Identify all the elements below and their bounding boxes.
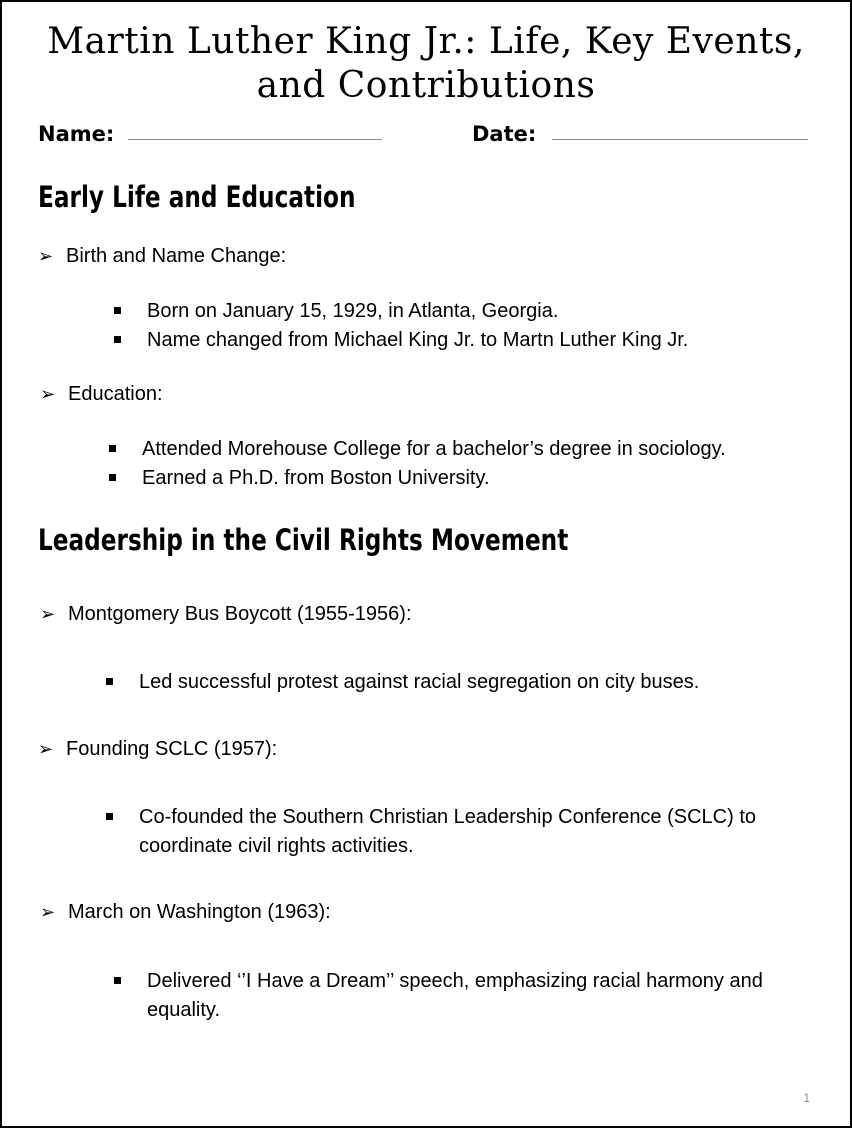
arrow-bullet-icon: ➢ [38, 246, 54, 266]
arrow-bullet-icon: ➢ [40, 902, 56, 922]
arrow-bullet-icon: ➢ [40, 604, 56, 624]
section-heading-leadership: Leadership in the Civil Rights Movement [38, 523, 569, 557]
section-heading-early-life: Early Life and Education [38, 180, 356, 214]
list-item: Delivered ‘’I Have a Dream’’ speech, emphasizing racial harmony and equality. [114, 967, 826, 1025]
list-item: Co-founded the Southern Christian Leadership Conference (SCLC) to coordinate civil rights activities. [106, 803, 816, 861]
point-education [40, 383, 163, 406]
point-bus-boycott [40, 603, 412, 626]
square-bullet-icon [109, 445, 116, 452]
page-number: 1 [803, 1091, 810, 1105]
list-item: Led successful protest against racial segregation on city buses. [106, 668, 699, 697]
point-label: March on Washington (1963): [68, 901, 331, 923]
list-item: Earned a Ph.D. from Boston University. [109, 464, 490, 493]
point-birth [38, 245, 286, 268]
date-label: Date: [472, 122, 537, 146]
point-sclc [38, 738, 277, 761]
name-line[interactable] [128, 139, 382, 140]
date-line[interactable] [552, 139, 808, 140]
page-title: Martin Luther King Jr.: Life, Key Events, and Contributions [47, 21, 805, 106]
point-label: Founding SCLC (1957): [66, 738, 278, 760]
square-bullet-icon [106, 813, 113, 820]
point-label: Montgomery Bus Boycott (1955-1956): [68, 603, 412, 625]
name-label: Name: [38, 122, 115, 146]
point-label: Education: [68, 383, 163, 405]
list-item: Attended Morehouse College for a bachelor’s degree in sociology. [109, 435, 726, 464]
square-bullet-icon [106, 678, 113, 685]
point-march [40, 901, 331, 924]
list-item: Born on January 15, 1929, in Atlanta, Georgia. [114, 297, 558, 326]
square-bullet-icon [109, 474, 116, 481]
square-bullet-icon [114, 336, 121, 343]
point-label: Birth and Name Change: [66, 245, 287, 267]
square-bullet-icon [114, 977, 121, 984]
arrow-bullet-icon: ➢ [38, 739, 54, 759]
arrow-bullet-icon: ➢ [40, 384, 56, 404]
list-item: Name changed from Michael King Jr. to Martn Luther King Jr. [114, 326, 688, 355]
square-bullet-icon [114, 307, 121, 314]
